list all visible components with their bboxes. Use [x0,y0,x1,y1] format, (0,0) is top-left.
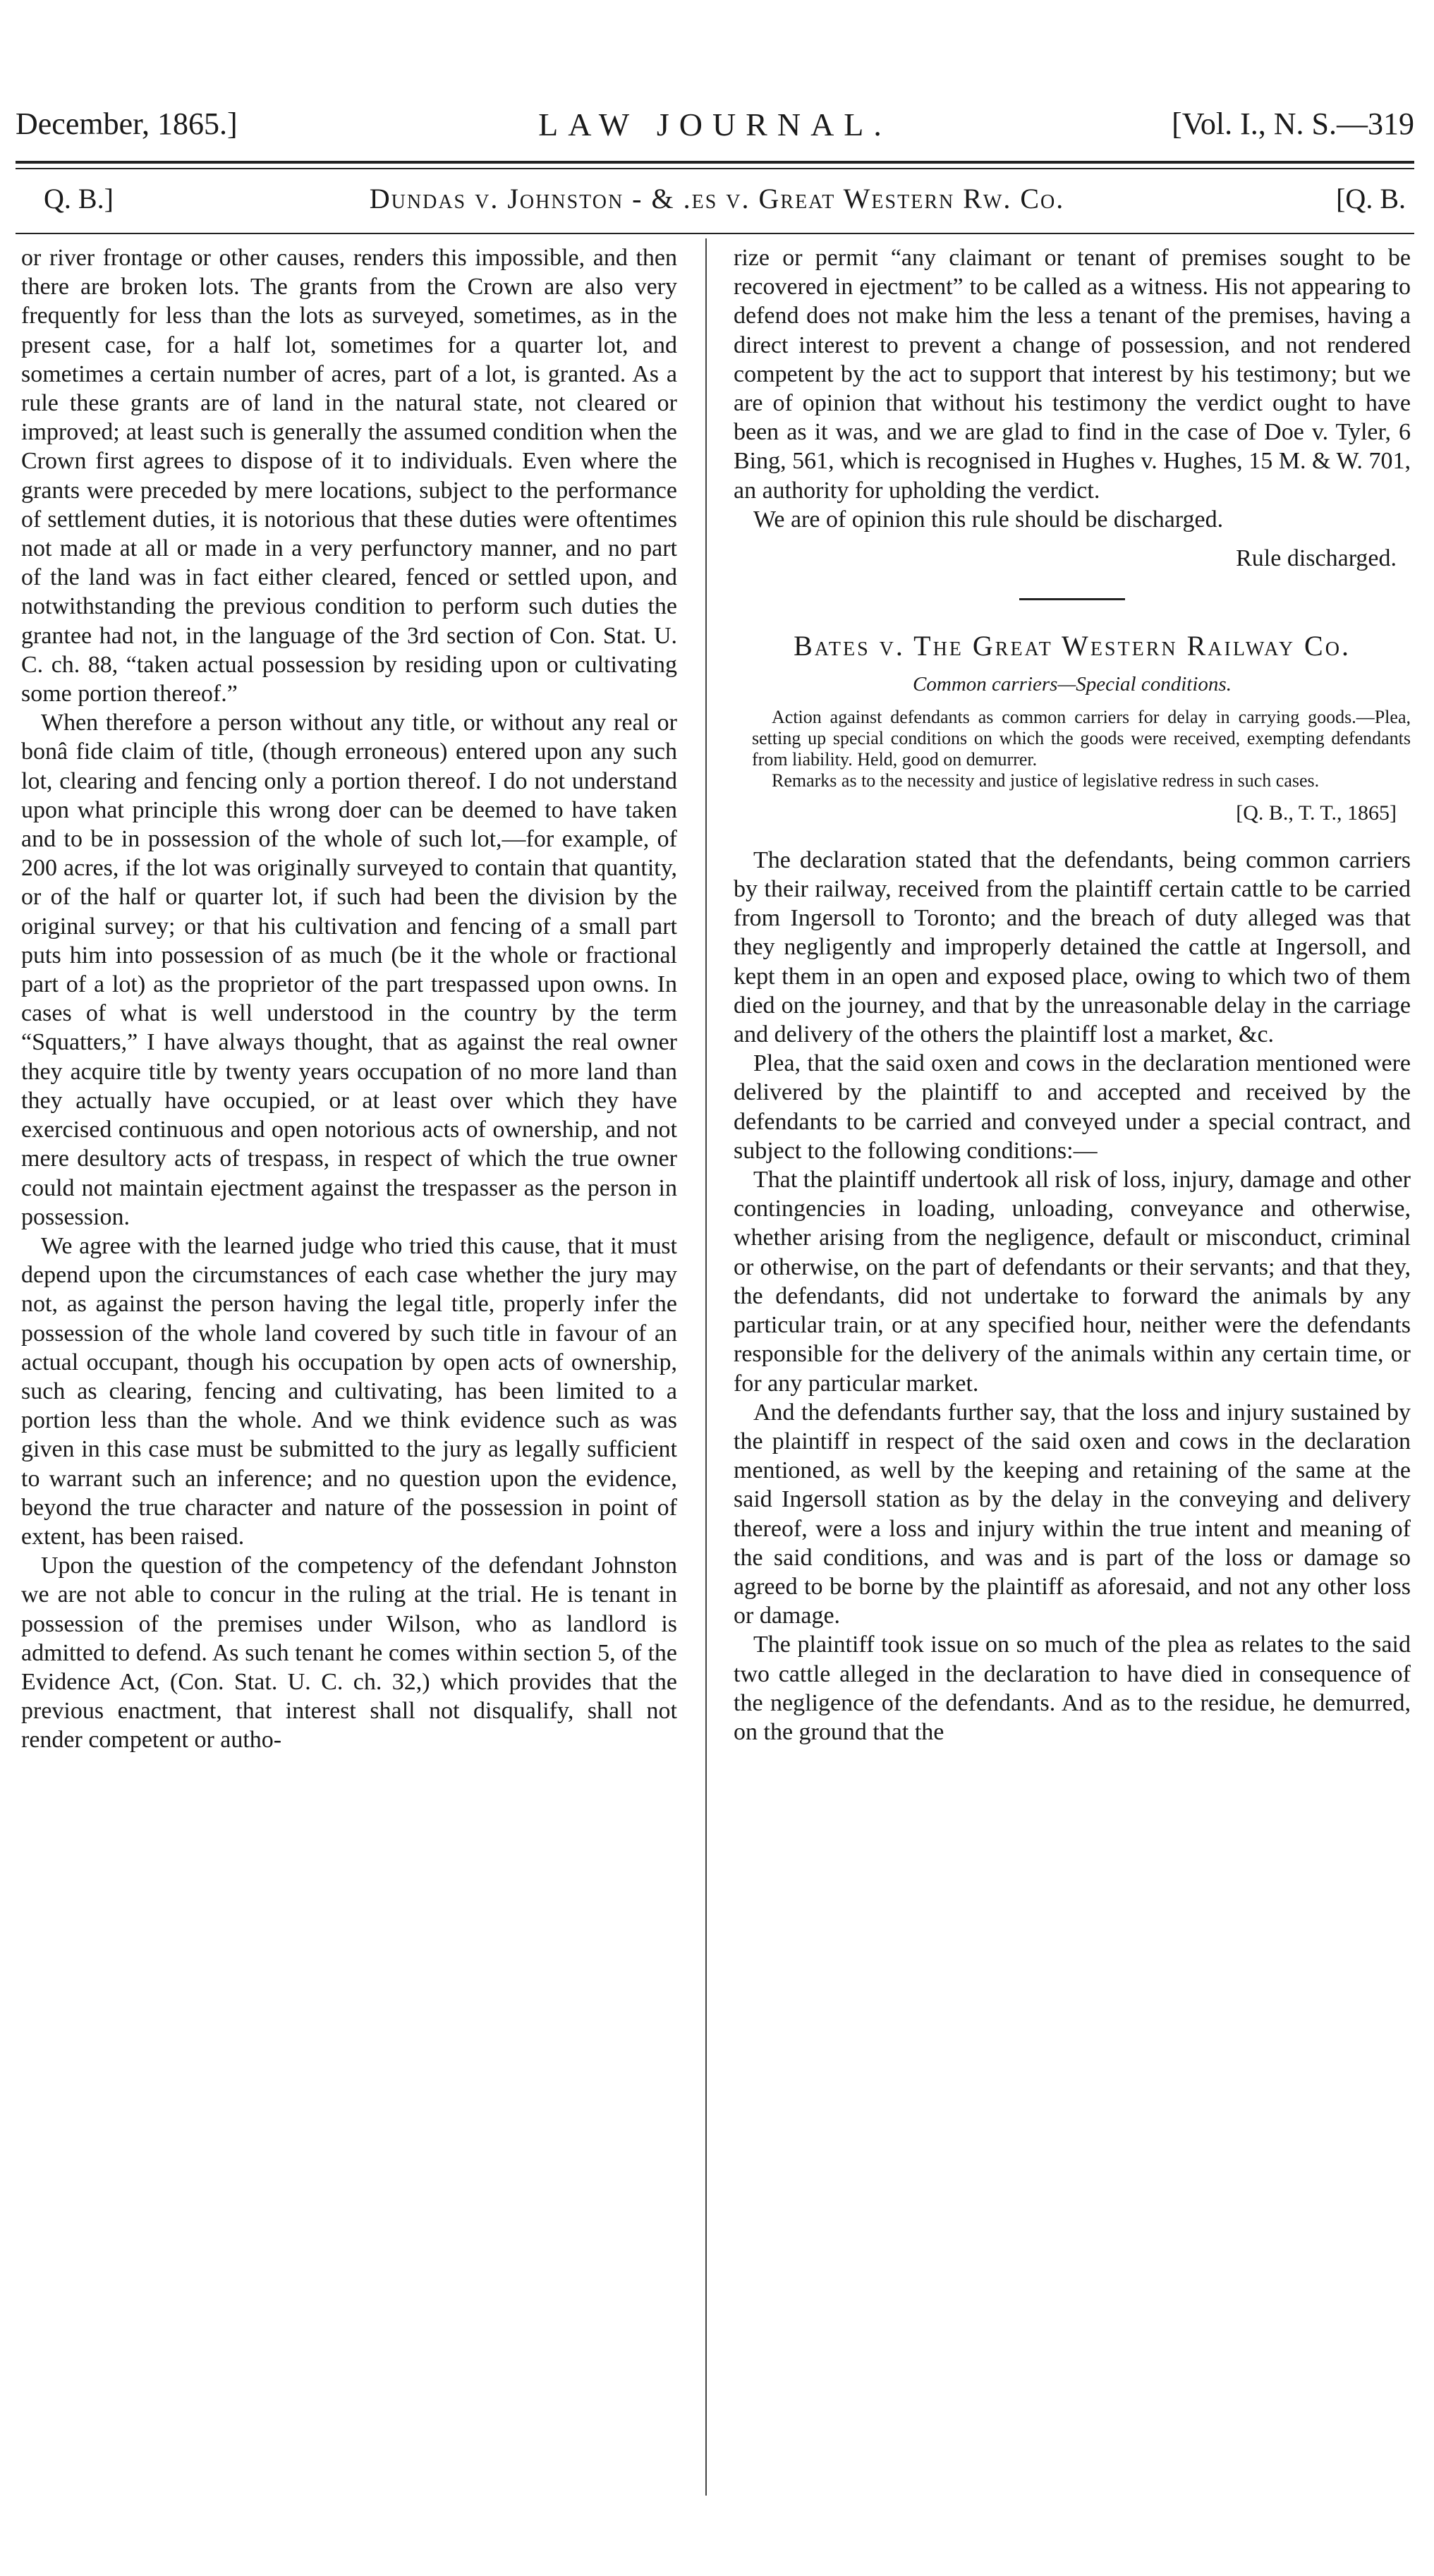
header-volume: [Vol. I., N. S.—319 [1172,107,1414,141]
page-header [16,106,1414,148]
running-head-right: [Q. B. [1336,183,1406,214]
left-column [21,243,677,1755]
running-head-rule [16,233,1414,234]
paragraph: The plaintiff took issue on so much of the plea as relates to the said two cattle alleged in the declaration to have died in consequence of the negligence of the defendants. And as to the residue, he demurred, on the ground that the [734,1632,1411,1745]
column-divider [705,238,707,2496]
paragraph: When therefore a person without any title, or without any real or bonâ fide claim of title, (though erroneous) entered upon any such lot, clearing and fencing only a portion thereof. I do not understand upon what principle this wrong doer can be deemed to have taken and to be in possession of the whole of such lot,—for example, of 200 acres, if the lot was originally surveyed to contain that quantity, or of the half or quarter lot, if such had been the division by the original survey; or that his cultivation and fencing of a small part puts him into possession of as much (be it the whole or fractional part of a lot) as the proprietor of the part trespassed upon owns. In cases of what is well understood in the country by the term “Squatters,” I have always thought, that as against the real owner they acquire title by twenty years occupation of no more land than they actually have occupied, or at least over which they have exercised continuous and open notorious acts of ownership, and not mere desultory acts of trespass, in respect of which the true owner could not maintain ejectment against the trespasser as the person in possession. [21,710,677,1230]
paragraph: Upon the question of the competency of the defendant Johnston we are not able to concur in the ruling at the trial. He is tenant in possession of the premises under Wilson, who as landlord is admitted to defend. As such tenant he comes within section 5, of the Evidence Act, (Con. Stat. U. C. ch. 32,) which provides that the previous enactment, that interest shall not disqualify, shall not render competent or autho- [21,1553,677,1754]
case-subject: Common carriers—Special conditions. [913,673,1232,696]
running-head-case: Dundas v. Johnston - & .es v. Great Western Rw. Co. [369,183,1065,214]
paragraph: or river frontage or other causes, renders this impossible, and then there are broken lots. The grants from the Crown are also very frequently for less than the lots as surveyed, sometimes, as in the present case, for a half lot, sometimes for a quarter lot, and sometimes a certain number of acres, part of a lot, is granted. As a rule these grants are of land in the natural state, not cleared or improved; at least such is generally the assumed condition when the Crown first agrees to dispose of it to individuals. Even where the grants were preceded by mere locations, subject to the performance of settlement duties, it is notorious that these duties were oftentimes not made at all or made in a very perfunctory manner, and no part of the land was in fact either cleared, fenced or settled upon, and notwithstanding the previous condition to perform such duties the grantee had not, in the language of the 3rd section of Con. Stat. U. C. ch. 88, “taken actual possession by residing upon or cultivating some portion thereof.” [21,245,677,707]
paragraph: And the defendants further say, that the loss and injury sustained by the plaintiff in respect of the said oxen and cows in the declaration mentioned, as well by the keeping and retaining of the same at the said Ingersoll station as by the delay in the conveying and delivery thereof, were a loss and injury within the true intent and meaning of the said conditions, and was and is part of the loss or damage so agreed to be borne by the plaintiff as aforesaid, and not any other loss or damage. [734,1399,1411,1629]
paragraph: We agree with the learned judge who tried this cause, that it must depend upon the circumstances of each case whether the jury may not, as against the person having the legal title, properly infer the possession of the whole land covered by such title in favour of an actual occupant, though his occupation by open acts of ownership, such as clearing, fencing and cultivating, has been limited to a portion less than the whole. And we think evidence such as was given in this case must be submitted to the jury as legally sufficient to warrant such an inference; and no question upon the evidence, beyond the true character and nature of the possession in point of extent, has been raised. [21,1232,677,1550]
right-column [734,243,1411,1746]
paragraph: The declaration stated that the defendants, being common carriers by their railway, received from the plaintiff certain cattle to be carried from Ingersoll to Toronto; and the breach of duty alleged was that they negligently and improperly detained the cattle at Ingersoll, and kept them in an open and exposed place, owing to which two of them died on the journey, and that by the unreasonable delay in the carriage and delivery of the others the plaintiff lost a market, &c. [734,846,1411,1048]
header-rule-thin [16,168,1414,169]
running-head [28,182,1406,221]
paragraph: That the plaintiff undertook all risk of loss, injury, damage and other contingencies in loading, unloading, conveyance and otherwise, whether arising from the negligence, default or misconduct, criminal or otherwise, on the part of defendants or their servants; and that they, the defendants, did not undertake to forward the animals by any particular train, or at any specified hour, neither were the defendants responsible for the delivery of the animals within any certain time, or for any particular market. [734,1167,1411,1397]
header-rule-thick [16,161,1414,164]
case-title: Bates v. The Great Western Railway Co. [794,630,1351,662]
header-date: December, 1865.] [16,107,238,141]
headnote: Action against defendants as common carriers for delay in carrying goods.—Plea, setting up special conditions on which the goods were received, exempting defendants from liability. Held, good on demurrer. [752,706,1411,770]
running-head-left: Q. B.] [44,183,114,214]
paragraph: We are of opinion this rule should be discharged. [753,506,1224,533]
journal-title: LAW JOURNAL. [538,107,892,142]
paragraph: rize or permit “any claimant or tenant of premises sought to be recovered in ejectment” to be called as a witness. His not appearing to defend does not make him the less a tenant of the premises, having a direct interest to prevent a change of possession, and not rendered competent by the act to support that interest by his testimony; but we are of opinion that without his testimony the verdict ought to have been as it was, and we are glad to find in the case of Doe v. Tyler, 6 Bing, 561, which is recognised in Hughes v. Hughes, 15 M. & W. 701, an authority for upholding the verdict. [734,245,1411,504]
paragraph: Plea, that the said oxen and cows in the declaration mentioned were delivered by the plaintiff to and accepted and received by the defendants to be carried and conveyed under a special contract, and subject to the following conditions:— [734,1050,1411,1164]
section-divider [1019,598,1125,600]
rule-result: Rule discharged. [1236,545,1397,572]
headnote: Remarks as to the necessity and justice of legislative redress in such cases. [772,770,1320,791]
case-citation: [Q. B., T. T., 1865] [1236,801,1397,825]
